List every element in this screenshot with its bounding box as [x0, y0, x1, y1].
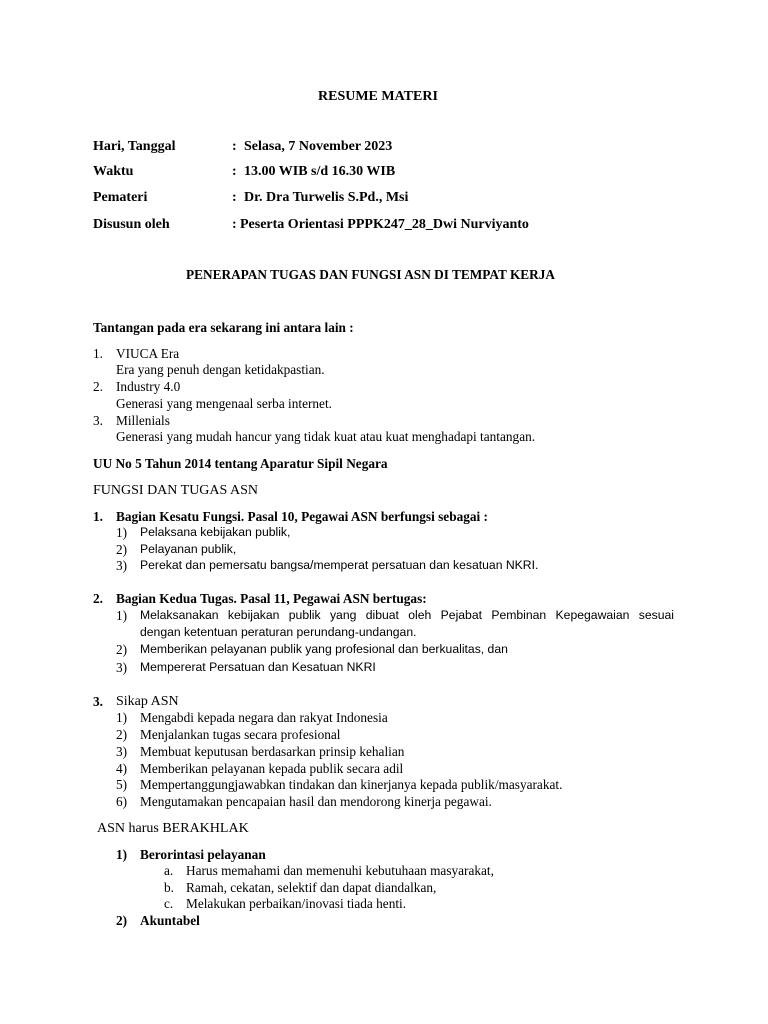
- section-number: 3.: [93, 694, 103, 709]
- sub-item-letter: a.: [164, 863, 174, 878]
- challenge-name: VIUCA Era: [116, 346, 180, 361]
- sub-item: Harus memahami dan memenuhi kebutuhaan masyarakat,: [186, 863, 494, 878]
- meta-sep-date: :: [232, 139, 237, 154]
- law-reference: UU No 5 Tahun 2014 tentang Aparatur Sipil Negara: [93, 456, 388, 471]
- list-item: Pelaksana kebijakan publik,: [140, 525, 291, 539]
- list-item: Mengabdi kepada negara dan rakyat Indonesia: [140, 710, 388, 725]
- section-title: Sikap ASN: [116, 694, 179, 709]
- item-number: 3): [116, 660, 128, 675]
- berakhlak-word: BERAKHLAK: [162, 821, 249, 836]
- meta-label-time: Waktu: [93, 164, 134, 179]
- item-number: 1): [116, 847, 128, 862]
- sub-item: Melakukan perbaikan/inovasi tiada henti.: [186, 896, 407, 911]
- list-item: Perekat dan pemersatu bangsa/memperat persatuan dan kesatuan NKRI.: [140, 558, 539, 572]
- sub-item-letter: c.: [164, 896, 174, 911]
- challenge-description: Generasi yang mudah hancur yang tidak kuat atau kuat menghadapi tantangan.: [116, 429, 536, 444]
- list-item: Mengutamakan pencapaian hasil dan mendorong kinerja pegawai.: [140, 794, 492, 809]
- item-number: 5): [116, 777, 128, 792]
- challenge-name: Millenials: [116, 413, 170, 428]
- section-title: Bagian Kedua Tugas. Pasal 11, Pegawai ASN bertugas:: [116, 591, 427, 606]
- item-number: 1): [116, 710, 128, 725]
- meta-value-speaker: Dr. Dra Turwelis S.Pd., Msi: [244, 190, 409, 205]
- section-number: 2.: [93, 591, 103, 606]
- item-number: 1): [116, 608, 128, 623]
- challenge-description: Generasi yang mengenaal serba internet.: [116, 396, 332, 411]
- challenge-number: 1.: [93, 346, 103, 361]
- list-item: Mempererat Persatuan dan Kesatuan NKRI: [140, 660, 376, 674]
- fungsi-heading: FUNGSI DAN TUGAS ASN: [93, 483, 259, 498]
- meta-value-date: Selasa, 7 November 2023: [244, 139, 393, 154]
- meta-label-author: Disusun oleh: [93, 217, 170, 232]
- item-number: 1): [116, 525, 128, 540]
- list-item: Memberikan pelayanan kepada publik secara adil: [140, 761, 404, 776]
- document-title: RESUME MATERI: [318, 89, 438, 104]
- item-number: 2): [116, 913, 128, 928]
- meta-value-time: 13.00 WIB s/d 16.30 WIB: [244, 164, 396, 179]
- item-number: 2): [116, 542, 128, 557]
- item-number: 2): [116, 642, 128, 657]
- list-item: Pelayanan publik,: [140, 542, 237, 556]
- berakhlak-heading: [97, 822, 249, 836]
- challenge-number: 3.: [93, 413, 103, 428]
- challenge-number: 2.: [93, 379, 103, 394]
- list-item: Menjalankan tugas secara profesional: [140, 727, 341, 742]
- meta-sep-author: :: [232, 217, 237, 232]
- list-item: Mempertanggungjawabkan tindakan dan kinerjanya kepada publik/masyarakat.: [140, 777, 563, 792]
- section-heading: PENERAPAN TUGAS DAN FUNGSI ASN DI TEMPAT KERJA: [186, 267, 556, 282]
- list-item: Membuat keputusan berdasarkan prinsip kehalian: [140, 744, 405, 759]
- list-item-continuation: dengan ketentuan peraturan perundang-undangan.: [140, 625, 417, 639]
- item-number: 2): [116, 727, 128, 742]
- section-title: Bagian Kesatu Fungsi. Pasal 10, Pegawai ASN berfungsi sebagai :: [116, 509, 488, 524]
- sub-item: Ramah, cekatan, selektif dan dapat diandalkan,: [186, 880, 437, 895]
- challenge-description: Era yang penuh dengan ketidakpastian.: [116, 362, 325, 377]
- challenges-intro: Tantangan pada era sekarang ini antara lain :: [93, 320, 354, 335]
- item-number: 3): [116, 558, 128, 573]
- item-number: 3): [116, 744, 128, 759]
- challenge-name: Industry 4.0: [116, 379, 181, 394]
- berakhlak-prefix: ASN harus: [97, 821, 163, 836]
- list-item: Memberikan pelayanan publik yang profesional dan berkualitas, dan: [140, 642, 508, 656]
- sub-item-letter: b.: [164, 880, 174, 895]
- meta-sep-time: :: [232, 164, 237, 179]
- meta-sep-speaker: :: [232, 190, 237, 205]
- berakhlak-item-title: Berorintasi pelayanan: [140, 847, 266, 862]
- list-item: Melaksanakan kebijakan publik yang dibuat oleh Pejabat Pembinan Kepegawaian sesuai: [140, 608, 674, 622]
- berakhlak-item-title: Akuntabel: [140, 913, 200, 928]
- meta-label-date: Hari, Tanggal: [93, 139, 176, 154]
- item-number: 4): [116, 761, 128, 776]
- meta-value-author: Peserta Orientasi PPPK247_28_Dwi Nurviyanto: [240, 217, 529, 232]
- meta-label-speaker: Pemateri: [93, 190, 148, 205]
- section-number: 1.: [93, 509, 103, 524]
- item-number: 6): [116, 794, 128, 809]
